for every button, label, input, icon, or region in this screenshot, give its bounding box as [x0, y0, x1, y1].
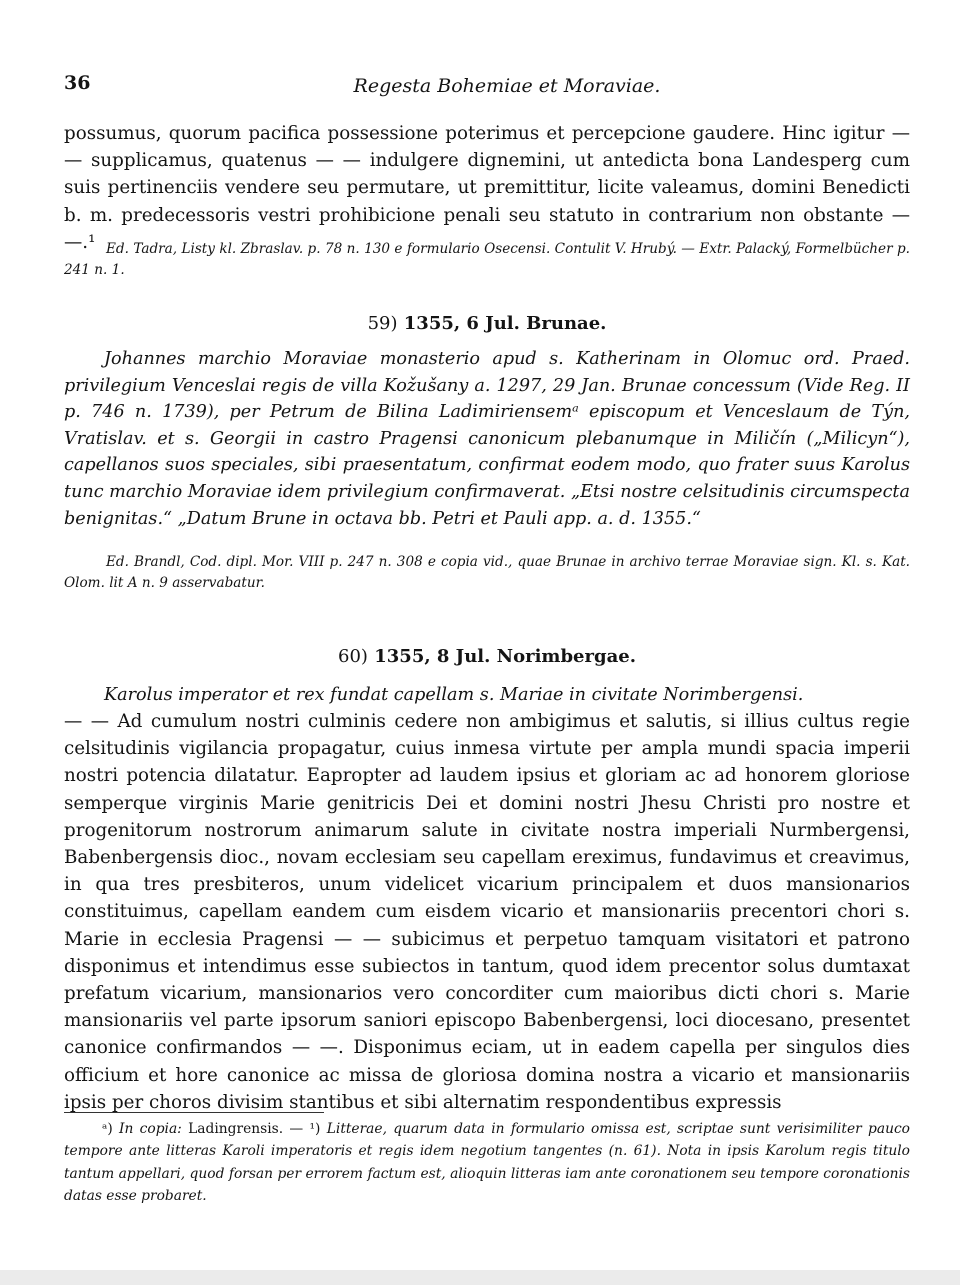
- regest-60: [64, 682, 910, 709]
- entry-number: 59): [367, 313, 398, 334]
- entry-number: 60): [338, 646, 368, 667]
- edition-note-text: Ed. Brandl, Cod. dipl. Mor. VIII p. 247 n. 308 e copia vid., quae Brunae in archivo terrae Moraviae sign. Kl. s. Kat. Olom. lit A n. 9 asservabatur.: [64, 554, 910, 591]
- footnote-a-mark: ᵃ): [102, 1121, 113, 1137]
- regest-text: Karolus imperator et rex fundat capellam s. Mariae in civitate Norimbergensi.: [104, 685, 804, 705]
- edition-note-59: [64, 552, 910, 594]
- footnote-1-mark: ¹): [309, 1121, 321, 1137]
- continuation-text: possumus, quorum pacifica possessione poterimus et percepcione gaudere. Hinc igitur — — supplicamus, quatenus — — indulgere dignemini, ut antedicta bona Landesperg cum suis pertinenciis vendere seu permutare, ut premittitur, licite valeamus, domini Benedicti b. m. predecessoris vestri prohibicione penali seu statuto in contrarium non obstante — —.¹: [64, 123, 910, 253]
- continuation-paragraph: [64, 120, 910, 256]
- entry-date-place: 1355, 8 Jul. Norimbergae.: [374, 646, 636, 667]
- page-number: 36: [64, 72, 91, 94]
- running-title: Regesta Bohemiae et Moraviae.: [353, 75, 661, 97]
- footnote-a-label: In copia:: [119, 1121, 182, 1137]
- entry-date-place: 1355, 6 Jul. Brunae.: [403, 313, 607, 334]
- regest-text: Johannes marchio Moraviae monasterio apud s. Katherinam in Olomuc ord. Praed. privilegium Venceslai regis de villa Kožušany a. 1297, 29 Jan. Brunae concessum (Vide Reg. II p. 746 n. 1739), per Petrum de Bilina Ladimiriensemᵃ episcopum et Venceslaum de Týn, Vratislav. et s. Georgii in castro Pragensi canonicum plebanumque in Miličín („Milicyn“), capellanos suos speciales, sibi praesentatum, confirmat eodem modo, quo frater suus Karolus tunc marchio Moraviae idem privilegium confirmaverat. „Etsi nostre celsitudinis circumspecta benignitas.“ „Datum Brune in octava bb. Petri et Pauli app. a. d. 1355.“: [64, 349, 910, 529]
- footnote-line: [64, 1118, 910, 1208]
- edition-note-58: [64, 239, 910, 281]
- page-header: [64, 72, 910, 102]
- footnote-divider: [64, 1112, 324, 1113]
- entry-heading-60: [64, 646, 910, 667]
- charter-text-60: [64, 708, 910, 1116]
- footnote-a-text: Ladingrensis. —: [188, 1121, 304, 1137]
- regest-59: [64, 346, 910, 532]
- charter-text: — — Ad cumulum nostri culminis cedere non ambigimus et salutis, si illius cultus regie celsitudinis vigilancia propagatur, cuius inmesa virtute per ampla mundi spacia imperii nostri potencia dilatatur. Eapropter ad laudem ipsius et gloriam ac ad honorem gloriose semperque virginis Marie genitricis Dei et domini nostri Jhesu Christi pro nostre et progenitorum nostrorum animarum salute in civitate nostra imperiali Nurmbergensi, Babenbergensis dioc., novam ecclesiam seu capellam ereximus, fundavimus et creavimus, in qua tres presbiteros, unum videlicet vicarium principalem et duos mansionarios constituimus, capellam eandem cum eisdem vicario et mansionariis precentori chori s. Marie in ecclesia Pragensi — — subicimus et perpetuo tamquam visitatori et patrono disponimus et intendimus esse subiectos in tantum, quod idem precentor solus dumtaxat prefatum vicarium, mansionarios vero concorditer cum maioribus dicti chori s. Marie mansionariis vel parte ipsorum saniori episcopo Babenbergensi, loci diocesano, presentet canonice confirmandos — —. Disponimus eciam, ut in eadem capella per singulos dies officium et hore canonice ac missa de gloriosa domina nostra a vicario et mansionariis ipsis per choros divisim stantibus et sibi alternatim respondentibus expressis: [64, 711, 910, 1113]
- edition-note-text: Ed. Tadra, Listy kl. Zbraslav. p. 78 n. 130 e formulario Osecensi. Contulit V. Hrubý. — Extr. Palacký, Formelbücher p. 241 n. 1.: [64, 241, 910, 278]
- footnote-1-text: Litterae, quarum data in formulario omissa est, scriptae sunt verisimiliter pauco tempore ante litteras Karoli imperatoris et regis idem negotium tangentes (n. 61). Nota in ipsis Karolum regis titulo tantum appellari, quod forsan per errorem factum est, alioquin litteras iam ante coronationem seu tempore coronationis datas esse probaret.: [64, 1121, 910, 1205]
- footnotes: [64, 1118, 910, 1208]
- entry-heading-59: [64, 313, 910, 334]
- viewer-bottom-bar: [0, 1270, 960, 1285]
